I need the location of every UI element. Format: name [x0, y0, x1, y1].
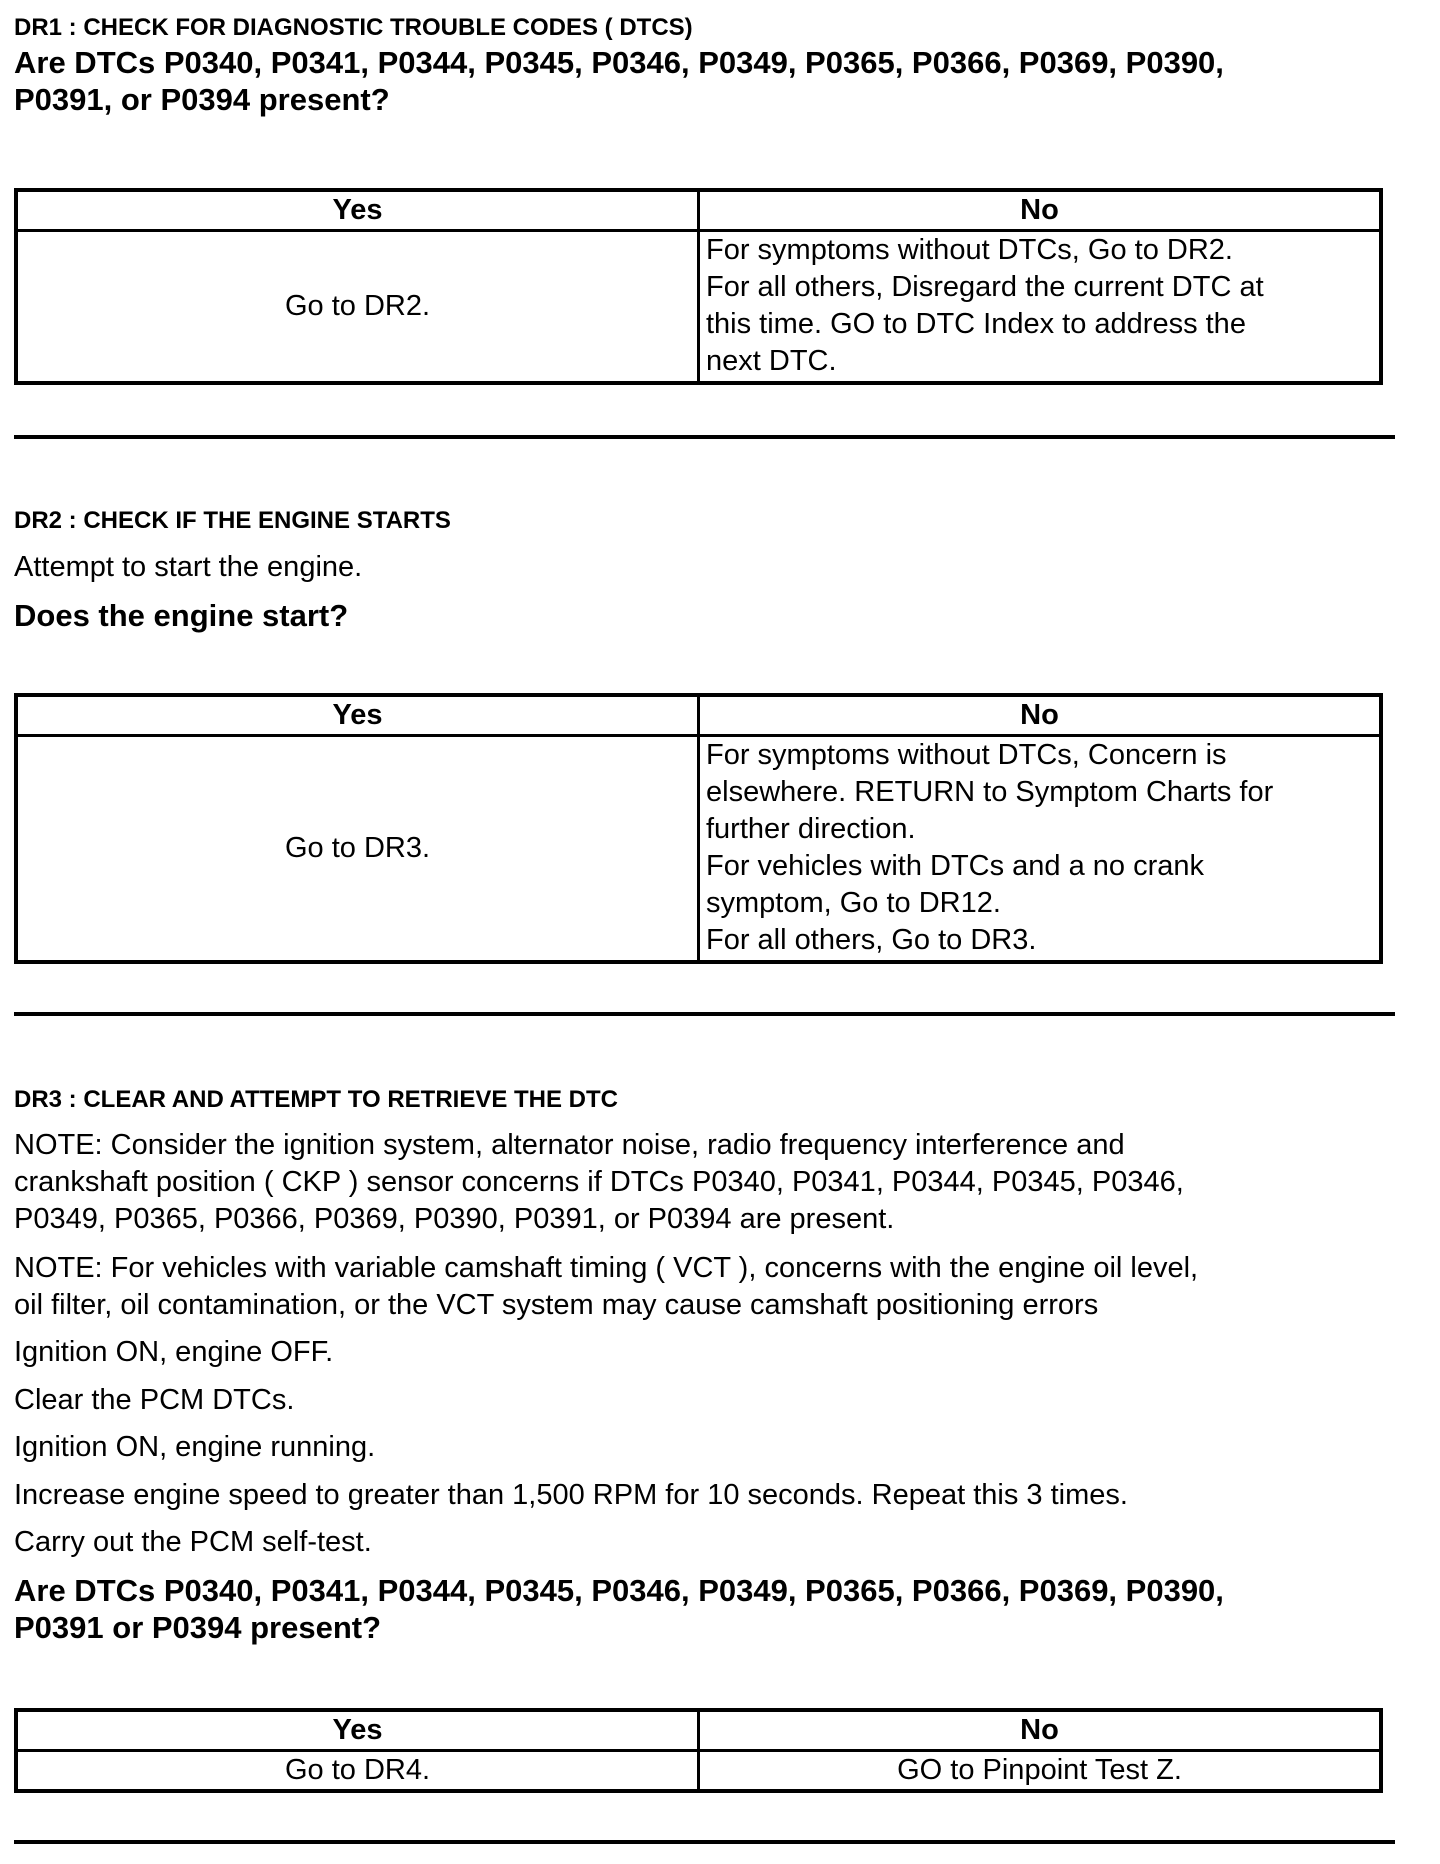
no-line: this time. GO to DTC Index to address the: [706, 308, 1246, 340]
yes-cell: Go to DR2.: [16, 231, 699, 383]
dr3-title: DR3 : CLEAR AND ATTEMPT TO RETRIEVE THE DTC: [14, 1086, 619, 1113]
yes-cell: Go to DR4.: [16, 1751, 699, 1792]
no-line: For all others, Disregard the current DTC at: [706, 271, 1264, 303]
dr3-step: Clear the PCM DTCs.: [14, 1384, 295, 1416]
dr3-note-1: [14, 1127, 1184, 1238]
question-line: P0391 or P0394 present?: [14, 1610, 382, 1645]
dr3-result-table: [14, 1708, 1383, 1793]
no-header: No: [699, 695, 1382, 736]
note-line: NOTE: For vehicles with variable camshaft timing ( VCT ), concerns with the engine oil level,: [14, 1252, 1199, 1284]
no-cell: [699, 736, 1382, 962]
dr3-step: Ignition ON, engine OFF.: [14, 1336, 334, 1368]
note-line: crankshaft position ( CKP ) sensor concerns if DTCs P0340, P0341, P0344, P0345, P0346,: [14, 1166, 1184, 1198]
dr3-note-2: [14, 1250, 1198, 1324]
note-line: P0349, P0365, P0366, P0369, P0390, P0391, or P0394 are present.: [14, 1203, 895, 1235]
dr2-title: DR2 : CHECK IF THE ENGINE STARTS: [14, 507, 451, 534]
dr3-step: Increase engine speed to greater than 1,500 RPM for 10 seconds. Repeat this 3 times.: [14, 1479, 1128, 1511]
no-cell: GO to Pinpoint Test Z.: [699, 1751, 1382, 1792]
no-line: further direction.: [706, 813, 916, 845]
yes-header: Yes: [16, 190, 699, 231]
no-line: For vehicles with DTCs and a no crank: [706, 850, 1205, 882]
dr1-title: DR1 : CHECK FOR DIAGNOSTIC TROUBLE CODES ( DTCS): [14, 14, 693, 41]
no-line: elsewhere. RETURN to Symptom Charts for: [706, 776, 1274, 808]
dr2-result-table: [14, 693, 1383, 964]
question-line: P0391, or P0394 present?: [14, 82, 390, 117]
section-divider: [14, 435, 1395, 439]
dr3-step: Ignition ON, engine running.: [14, 1431, 376, 1463]
yes-cell: Go to DR3.: [16, 736, 699, 962]
no-header: No: [699, 190, 1382, 231]
question-line: Are DTCs P0340, P0341, P0344, P0345, P0346, P0349, P0365, P0366, P0369, P0390,: [14, 45, 1224, 80]
note-line: NOTE: Consider the ignition system, alternator noise, radio frequency interference and: [14, 1129, 1125, 1161]
question-line: Are DTCs P0340, P0341, P0344, P0345, P0346, P0349, P0365, P0366, P0369, P0390,: [14, 1573, 1224, 1608]
yes-header: Yes: [16, 1710, 699, 1751]
note-line: oil filter, oil contamination, or the VCT system may cause camshaft positioning errors: [14, 1289, 1099, 1321]
no-line: For symptoms without DTCs, Concern is: [706, 739, 1227, 771]
dr3-step: Carry out the PCM self-test.: [14, 1526, 372, 1558]
dr2-step: Attempt to start the engine.: [14, 551, 363, 583]
dr2-question: Does the engine start?: [14, 598, 349, 633]
no-line: For symptoms without DTCs, Go to DR2.: [706, 234, 1233, 266]
dr3-question: [14, 1572, 1414, 1646]
dr1-result-table: [14, 188, 1383, 385]
no-cell: [699, 231, 1382, 383]
yes-header: Yes: [16, 695, 699, 736]
section-divider: [14, 1840, 1395, 1844]
no-line: next DTC.: [706, 345, 837, 377]
no-line: symptom, Go to DR12.: [706, 887, 1001, 919]
no-header: No: [699, 1710, 1382, 1751]
section-divider: [14, 1012, 1395, 1016]
no-line: For all others, Go to DR3.: [706, 924, 1037, 956]
dr1-question: [14, 44, 1414, 118]
